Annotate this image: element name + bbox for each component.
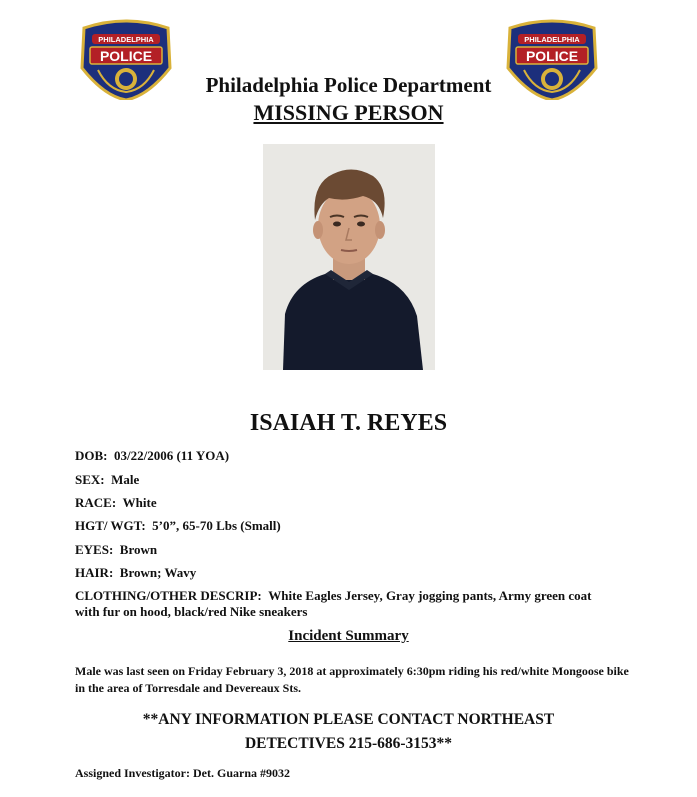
dob-field (75, 448, 229, 464)
race-value: White (122, 495, 157, 510)
height-weight-value: 5’0”, 65-70 Lbs (Small) (152, 518, 281, 533)
race-label: RACE: (75, 495, 117, 510)
person-photo (263, 144, 435, 370)
eyes-value: Brown (119, 542, 158, 557)
department-name: Philadelphia Police Department (205, 73, 492, 97)
eyes-label: EYES: (75, 542, 114, 557)
assigned-investigator: Assigned Investigator: Det. Guarna #9032 (75, 766, 290, 780)
contact-line-1: **ANY INFORMATION PLEASE CONTACT NORTHEAST (142, 711, 555, 728)
hair-label: HAIR: (75, 565, 114, 580)
clothing-label: CLOTHING/OTHER DESCRIP: (75, 588, 262, 603)
incident-summary-heading: Incident Summary (288, 628, 409, 644)
person-name: ISAIAH T. REYES (249, 410, 448, 436)
svg-text:POLICE: POLICE (99, 48, 153, 64)
sex-field (75, 472, 139, 488)
svg-text:POLICE: POLICE (525, 48, 579, 64)
page-title: MISSING PERSON (253, 100, 444, 125)
clothing-field (75, 588, 615, 620)
svg-text:PHILADELPHIA: PHILADELPHIA (524, 35, 580, 44)
hair-value: Brown; Wavy (119, 565, 197, 580)
contact-line-2: DETECTIVES 215-686-3153** (244, 735, 453, 752)
dob-label: DOB: (75, 448, 108, 463)
contact-notice (0, 708, 697, 756)
race-field (75, 495, 157, 511)
svg-text:PHILADELPHIA: PHILADELPHIA (98, 35, 154, 44)
clothing-value: White Eagles Jersey, Gray jogging pants, Army green coat with fur on hood, black/red Nike sneakers (75, 588, 592, 619)
height-weight-label: HGT/ WGT: (75, 518, 146, 533)
sex-value: Male (111, 472, 140, 487)
dob-value: 03/22/2006 (11 YOA) (114, 448, 230, 463)
hair-field (75, 565, 196, 581)
sex-label: SEX: (75, 472, 105, 487)
incident-summary-text: Male was last seen on Friday February 3, 2018 at approximately 6:30pm riding his red/white Mongoose bike in the area of Torresdale and Devereaux Sts. (75, 664, 629, 695)
height-weight-field (75, 518, 281, 534)
eyes-field (75, 542, 157, 558)
